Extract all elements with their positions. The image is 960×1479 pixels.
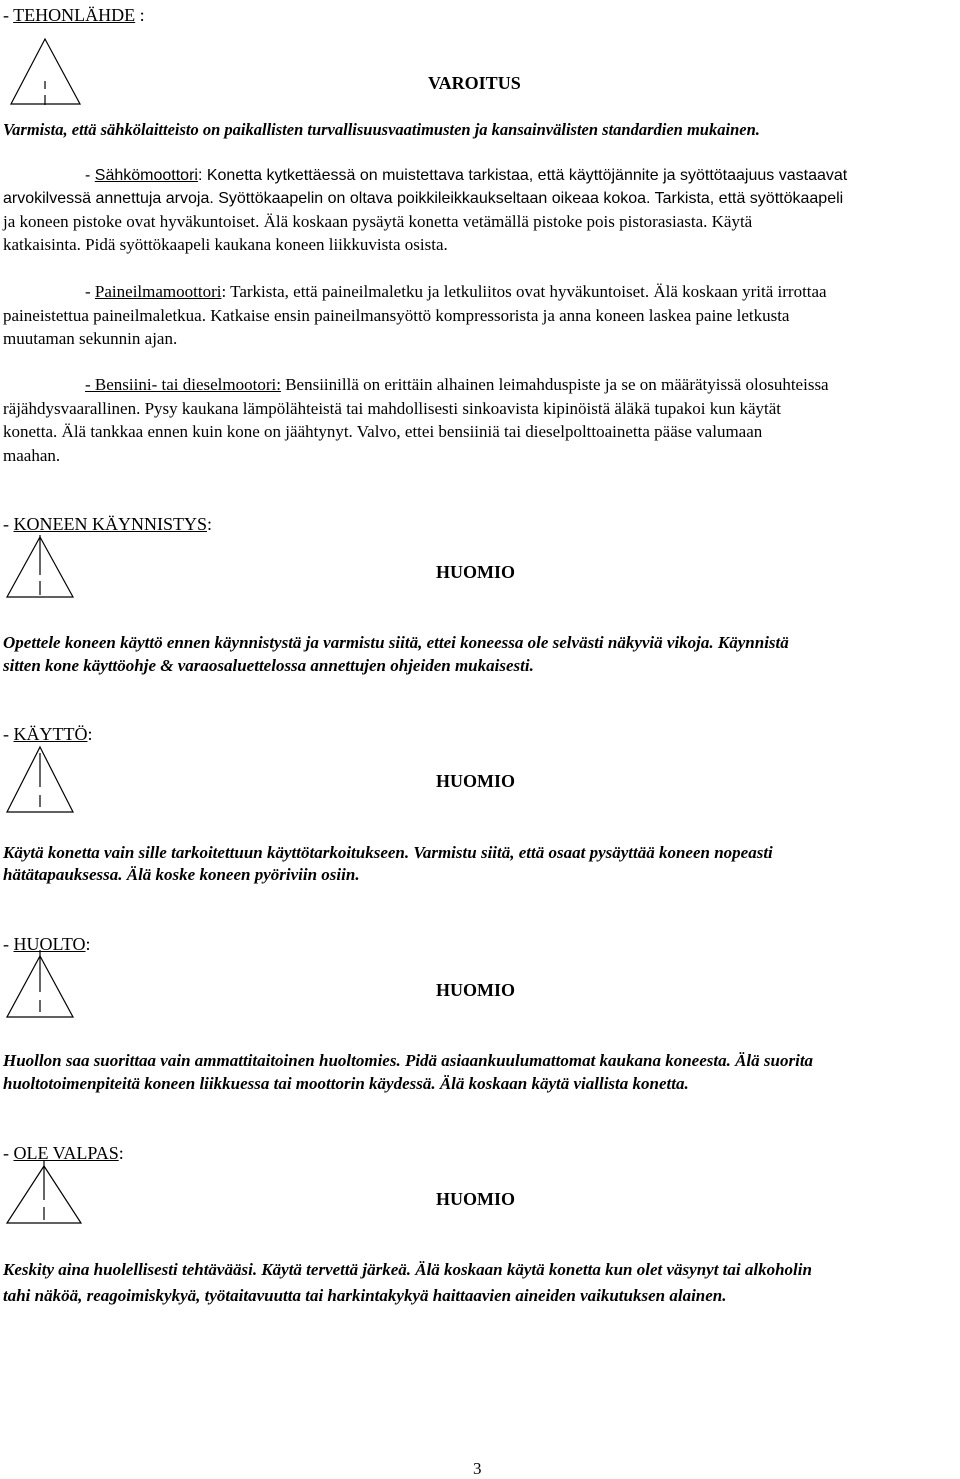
service-line2: huoltotoimenpiteitä koneen liikkuessa tai moottorin käydessä. Älä koskaan käytä viallista konetta.	[3, 1074, 689, 1093]
pneumatic-motor-line3: muutaman sekunnin ajan.	[3, 329, 178, 348]
startup-line1: Opettele koneen käyttö ennen käynnistystä ja varmistu siitä, ettei koneessa ole selvästi näkyviä vikoja. Käynnistä	[3, 633, 789, 652]
use-line2: hätätapauksessa. Älä koske koneen pyöriviin osiin.	[3, 865, 360, 884]
warning-triangle-icon	[5, 950, 75, 1020]
section-heading-use: - KÄYTTÖ:	[3, 724, 93, 744]
notice-label: HUOMIO	[436, 1189, 515, 1209]
engine-line3: konetta. Älä tankkaa ennen kuin kone on jäähtynyt. Valvo, ettei bensiiniä tai dieselpolttoainetta pääse valumaan	[3, 422, 763, 441]
engine-label: - Bensiini- tai dieselmootori:	[85, 375, 281, 394]
service-line1: Huollon saa suorittaa vain ammattitaitoinen huoltomies. Pidä asiaankuulumattomat kaukana koneesta. Älä suorita	[3, 1051, 814, 1070]
section-heading-service: - HUOLTO:	[3, 934, 91, 954]
heading-title: TEHONLÄHDE	[13, 5, 136, 25]
page-number: 3	[473, 1459, 482, 1478]
warning-triangle-icon	[9, 37, 82, 107]
electric-motor-label: Sähkömoottori	[94, 167, 198, 184]
notice-label: HUOMIO	[436, 562, 515, 582]
electric-motor-line1: - Sähkömoottori: Konetta kytkettäessä on muistettava tarkistaa, että käyttöjännite ja syöttötaajuus vastaavat	[85, 167, 848, 184]
warning-triangle-icon	[5, 535, 75, 600]
startup-line2: sitten kone käyttöohje & varaosaluettelossa annettujen ohjeiden mukaisesti.	[3, 656, 534, 675]
notice-label: HUOMIO	[436, 980, 515, 1000]
warning-text: Varmista, että sähkölaitteisto on paikallisten turvallisuusvaatimusten ja kansainvälisten standardien mukainen.	[3, 120, 760, 139]
alert-line2: tahi näköä, reagoimiskykyä, työtaitavuutta tai harkintakykyä haittaavien aineiden vaikutuksen alainen.	[3, 1286, 727, 1305]
notice-label: HUOMIO	[436, 771, 515, 791]
section-heading-startup: - KONEEN KÄYNNISTYS:	[3, 514, 213, 534]
heading-title: HUOLTO	[13, 934, 86, 954]
engine-line4: maahan.	[3, 446, 61, 465]
pneumatic-motor-line2: paineistettua paineilmaletkua. Katkaise ensin paineilmansyöttö kompressorista ja anna koneen laskea paine letkusta	[3, 306, 790, 325]
heading-title: KÄYTTÖ	[13, 724, 88, 744]
heading-title: KONEEN KÄYNNISTYS	[13, 514, 207, 534]
use-line1: Käytä konetta vain sille tarkoitettuun käyttötarkoitukseen. Varmistu siitä, että osaat pysäyttää koneen nopeasti	[3, 843, 773, 862]
pneumatic-motor-line1: - Paineilmamoottori: Tarkista, että paineilmaletku ja letkuliitos ovat hyväkuntoiset. Älä koskaan yritä irrottaa	[85, 282, 827, 301]
heading-colon: :	[135, 5, 145, 25]
warning-triangle-icon	[5, 1160, 83, 1226]
electric-motor-line4: katkaisinta. Pidä syöttökaapeli kaukana koneen liikkuvista osista.	[3, 235, 448, 254]
heading-dash: -	[3, 5, 14, 25]
engine-line2: räjähdysvaarallinen. Pysy kaukana lämpölähteistä tai mahdollisesti sinkoavista kipinöistä äläkä tupakoi kun käytät	[3, 399, 782, 418]
electric-motor-line2: arvokilvessä annettuja arvoja. Syöttökaapelin on oltava poikkileikkaukseltaan oikeaa kokoa. Tarkista, että syöttökaapeli	[3, 190, 844, 207]
engine-line1: - Bensiini- tai dieselmootori: Bensiinillä on erittäin alhainen leimahduspiste ja se on määrätyissä olosuhteissa	[85, 375, 829, 394]
section-heading-alert: - OLE VALPAS:	[3, 1143, 124, 1163]
section-heading-power	[3, 4, 952, 26]
warning-triangle-icon	[5, 745, 75, 815]
electric-motor-line3: ja koneen pistoke ovat hyväkuntoiset. Älä koskaan pysäytä konetta vetämällä pistoke pois pistorasiasta. Käytä	[3, 212, 753, 231]
alert-line1: Keskity aina huolellisesti tehtävääsi. Käytä tervettä järkeä. Älä koskaan käytä konetta kun olet väsynyt tai alkoholin	[3, 1260, 812, 1279]
pneumatic-motor-label: Paineilmamoottori	[94, 282, 222, 301]
warning-label: VAROITUS	[428, 73, 521, 93]
heading-title: OLE VALPAS	[13, 1143, 119, 1163]
